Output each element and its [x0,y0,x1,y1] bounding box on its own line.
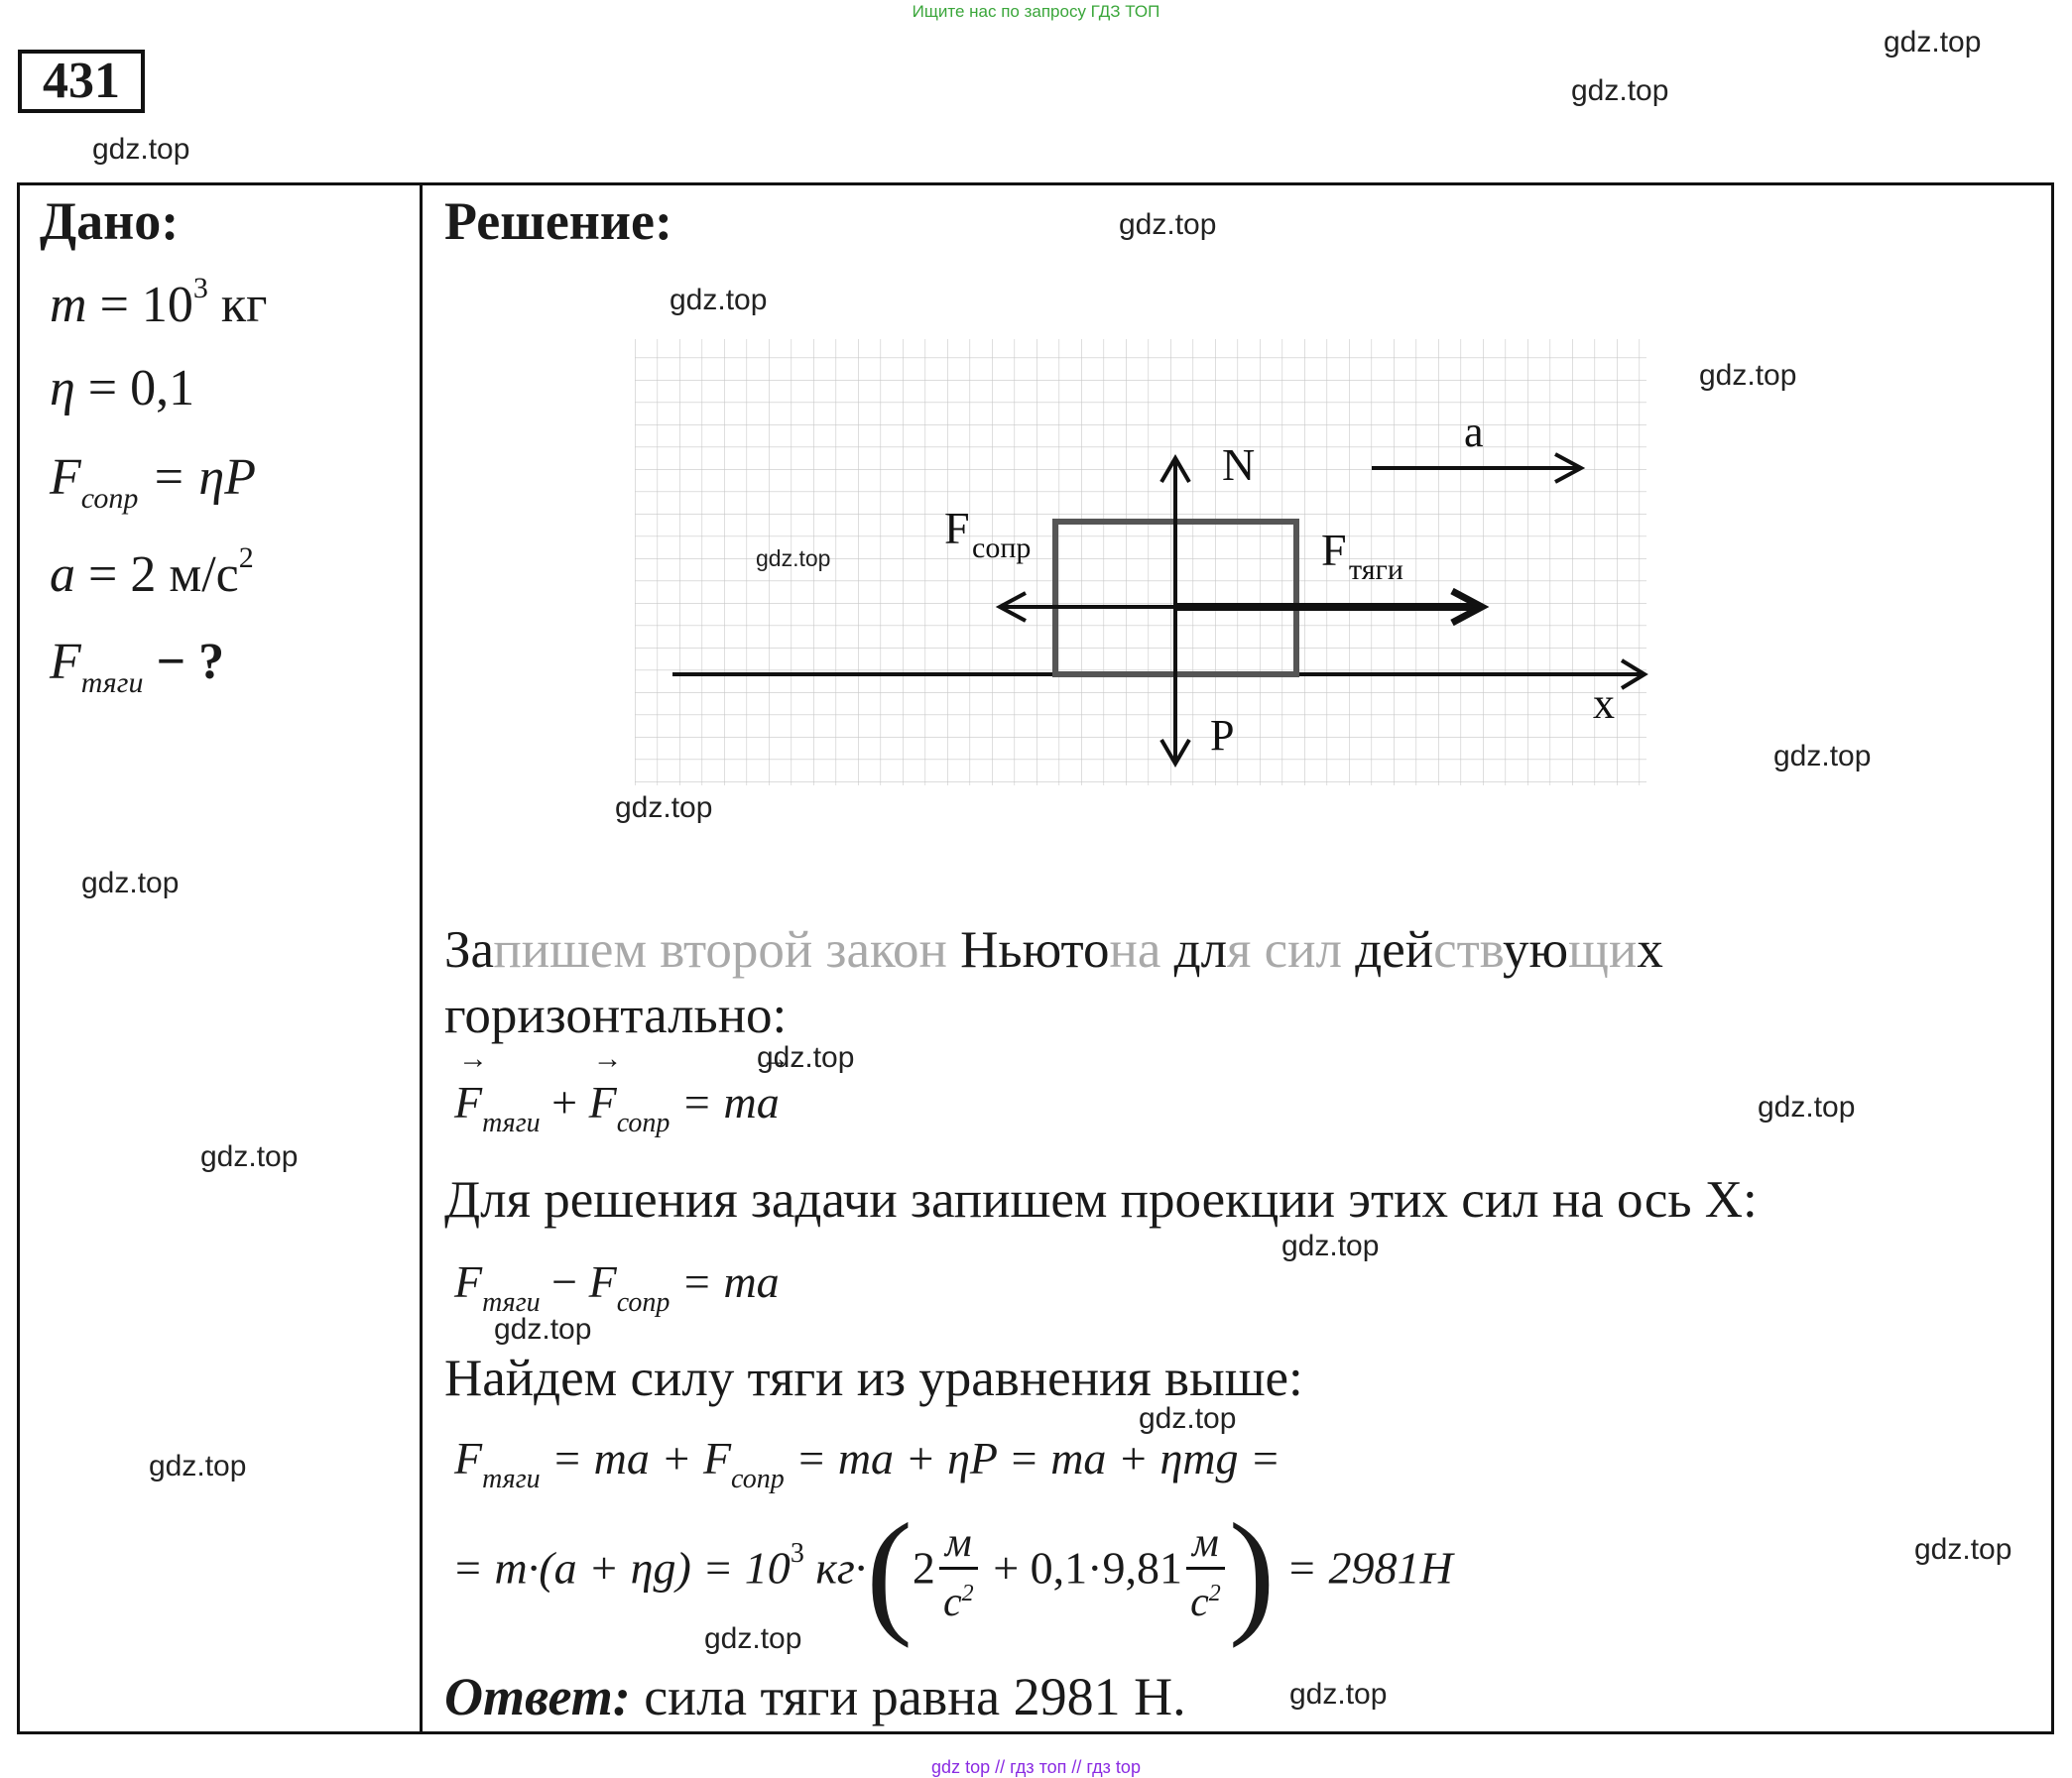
label-a: a [1464,408,1484,456]
answer [444,1666,1186,1727]
text-part: щ [1568,921,1609,979]
text-part: я сил [1227,921,1342,979]
label-f: F [944,503,970,553]
equation-projection [454,1255,780,1318]
mass-exp: 3 [192,272,208,304]
frac1-den [939,1570,978,1626]
frac2-num: м [1186,1519,1225,1570]
watermark: gdz.top [1139,1402,1237,1435]
eq4-start: = m·(a + ηg) = 10 [452,1542,791,1594]
label-p: P [1210,711,1235,760]
label-t-sub: тяги [1349,553,1403,586]
watermark: gdz.top [670,284,768,316]
eq1-eq: = m [670,1077,757,1127]
watermark: gdz.top [92,133,190,166]
var-t: F [50,634,81,690]
fraction-2 [1186,1519,1225,1626]
watermark: gdz.top [494,1313,592,1346]
answer-text: сила тяги равна 2981 Н. [630,1667,1186,1726]
eq1-s1: тяги [482,1108,541,1138]
watermark: gdz.top [757,1041,855,1074]
eq4-plus: + 0,1·9,81 [981,1542,1182,1594]
var-eta: η [50,360,75,416]
eq1-f2: → F [589,1076,617,1128]
t-eq: − ? [143,634,225,690]
watermark: gdz.top [615,791,713,824]
eq4-v1: 2 [912,1542,935,1594]
frac2-den-exp: 2 [1208,1581,1221,1606]
text-part: дл [1160,921,1228,979]
eq2-f1: F [454,1256,483,1307]
text-part: дей [1342,921,1434,979]
eq4-exp: 3 [790,1537,804,1569]
watermark: gdz.top [81,867,180,899]
eq4-unit: кг· [803,1542,867,1594]
mass-eq: = 10 [86,277,193,333]
text-part: на [1109,921,1161,979]
given-mass [50,272,268,334]
var-a: a [50,546,75,603]
watermark: gdz.top [1571,74,1669,107]
given-unknown [50,633,225,699]
eq3-f1: F [454,1433,483,1483]
column-divider [420,182,423,1734]
text-part: За [444,921,494,979]
solution-text-3: Для решения задачи запишем проекции этих сил на ось X: [444,1171,1758,1229]
given-eta [50,359,194,417]
left-paren: ( [866,1495,913,1649]
frac2-den [1186,1570,1225,1626]
eq3-rest: = ma + ηP = ma + ηmg = [784,1433,1281,1483]
mass-unit: кг [207,277,268,333]
answer-label: Ответ: [444,1667,631,1726]
eq3-f2: F [702,1433,732,1483]
eq1-plus: + [540,1077,589,1127]
text-part: ую [1503,921,1569,979]
eq2-f2: F [588,1256,617,1307]
text-part: х [1637,921,1663,979]
text-part: и [1608,921,1638,979]
frac1-num: м [939,1519,978,1570]
var-f: F [50,449,81,506]
equation-traction [454,1432,1281,1494]
eq2-s1: тяги [482,1287,541,1318]
watermark: gdz.top [1281,1230,1380,1262]
watermark: gdz.top [1699,359,1797,392]
f-sub: сопр [80,482,139,515]
label-t: F [1321,525,1347,575]
eq1-f1: → F [454,1076,482,1128]
search-banner: Ищите нас по запросу ГДЗ ТОП [912,2,1160,21]
label-x: x [1593,679,1615,728]
label-n: N [1222,439,1256,490]
eq2-s2: сопр [616,1287,670,1318]
equation-numeric [452,1495,1453,1649]
eq2-minus: − [540,1256,589,1307]
eq3-mid: = ma + [540,1433,703,1483]
text-part: пишем второй закон [493,921,947,979]
right-paren: ) [1228,1495,1276,1649]
text-part: Ньюто [946,921,1110,979]
footer-links[interactable]: gdz top // гдз топ // гдз top [931,1757,1141,1777]
watermark: gdz.top [1119,208,1217,241]
given-resistance [50,448,256,515]
solution-heading: Решение: [444,191,672,251]
frac1-den-base: с [942,1580,962,1625]
equation-vector [454,1076,780,1138]
eq3-s1: тяги [482,1464,541,1494]
eta-eq: = 0,1 [74,360,195,416]
eq1-s2: сопр [616,1108,670,1138]
eq3-s2: сопр [731,1464,785,1494]
task-number: 431 [18,50,145,113]
watermark: gdz.top [1773,740,1872,772]
eq1-a: → a [757,1076,780,1128]
var-m: m [50,277,87,333]
watermark: gdz.top [1884,26,1982,59]
watermark: gdz.top [200,1140,299,1173]
t-sub: тяги [80,666,144,699]
frac2-den-base: с [1190,1580,1209,1625]
watermark: gdz.top [1758,1091,1856,1124]
fraction-1 [939,1519,978,1626]
watermark: gdz.top [756,545,831,571]
frac1-den-exp: 2 [961,1581,974,1606]
given-acceleration [50,541,254,604]
a-exp: 2 [238,541,254,574]
watermark: gdz.top [1289,1678,1388,1711]
eq2-rest: = ma [670,1256,780,1307]
watermark: gdz.top [1914,1533,2012,1566]
a-eq: = 2 м/с [75,546,239,603]
solution-text-1 [444,920,1663,980]
given-heading: Дано: [40,191,180,251]
label-f-sub: сопр [972,532,1032,564]
eq4-result: = 2981H [1275,1542,1453,1594]
text-part: ств [1433,921,1504,979]
watermark: gdz.top [149,1450,247,1482]
solution-text-2: горизонтально: [444,987,788,1044]
f-eq: = ηP [138,449,256,506]
watermark: gdz.top [704,1622,802,1655]
solution-text-4: Найдем силу тяги из уравнения выше: [444,1350,1303,1407]
